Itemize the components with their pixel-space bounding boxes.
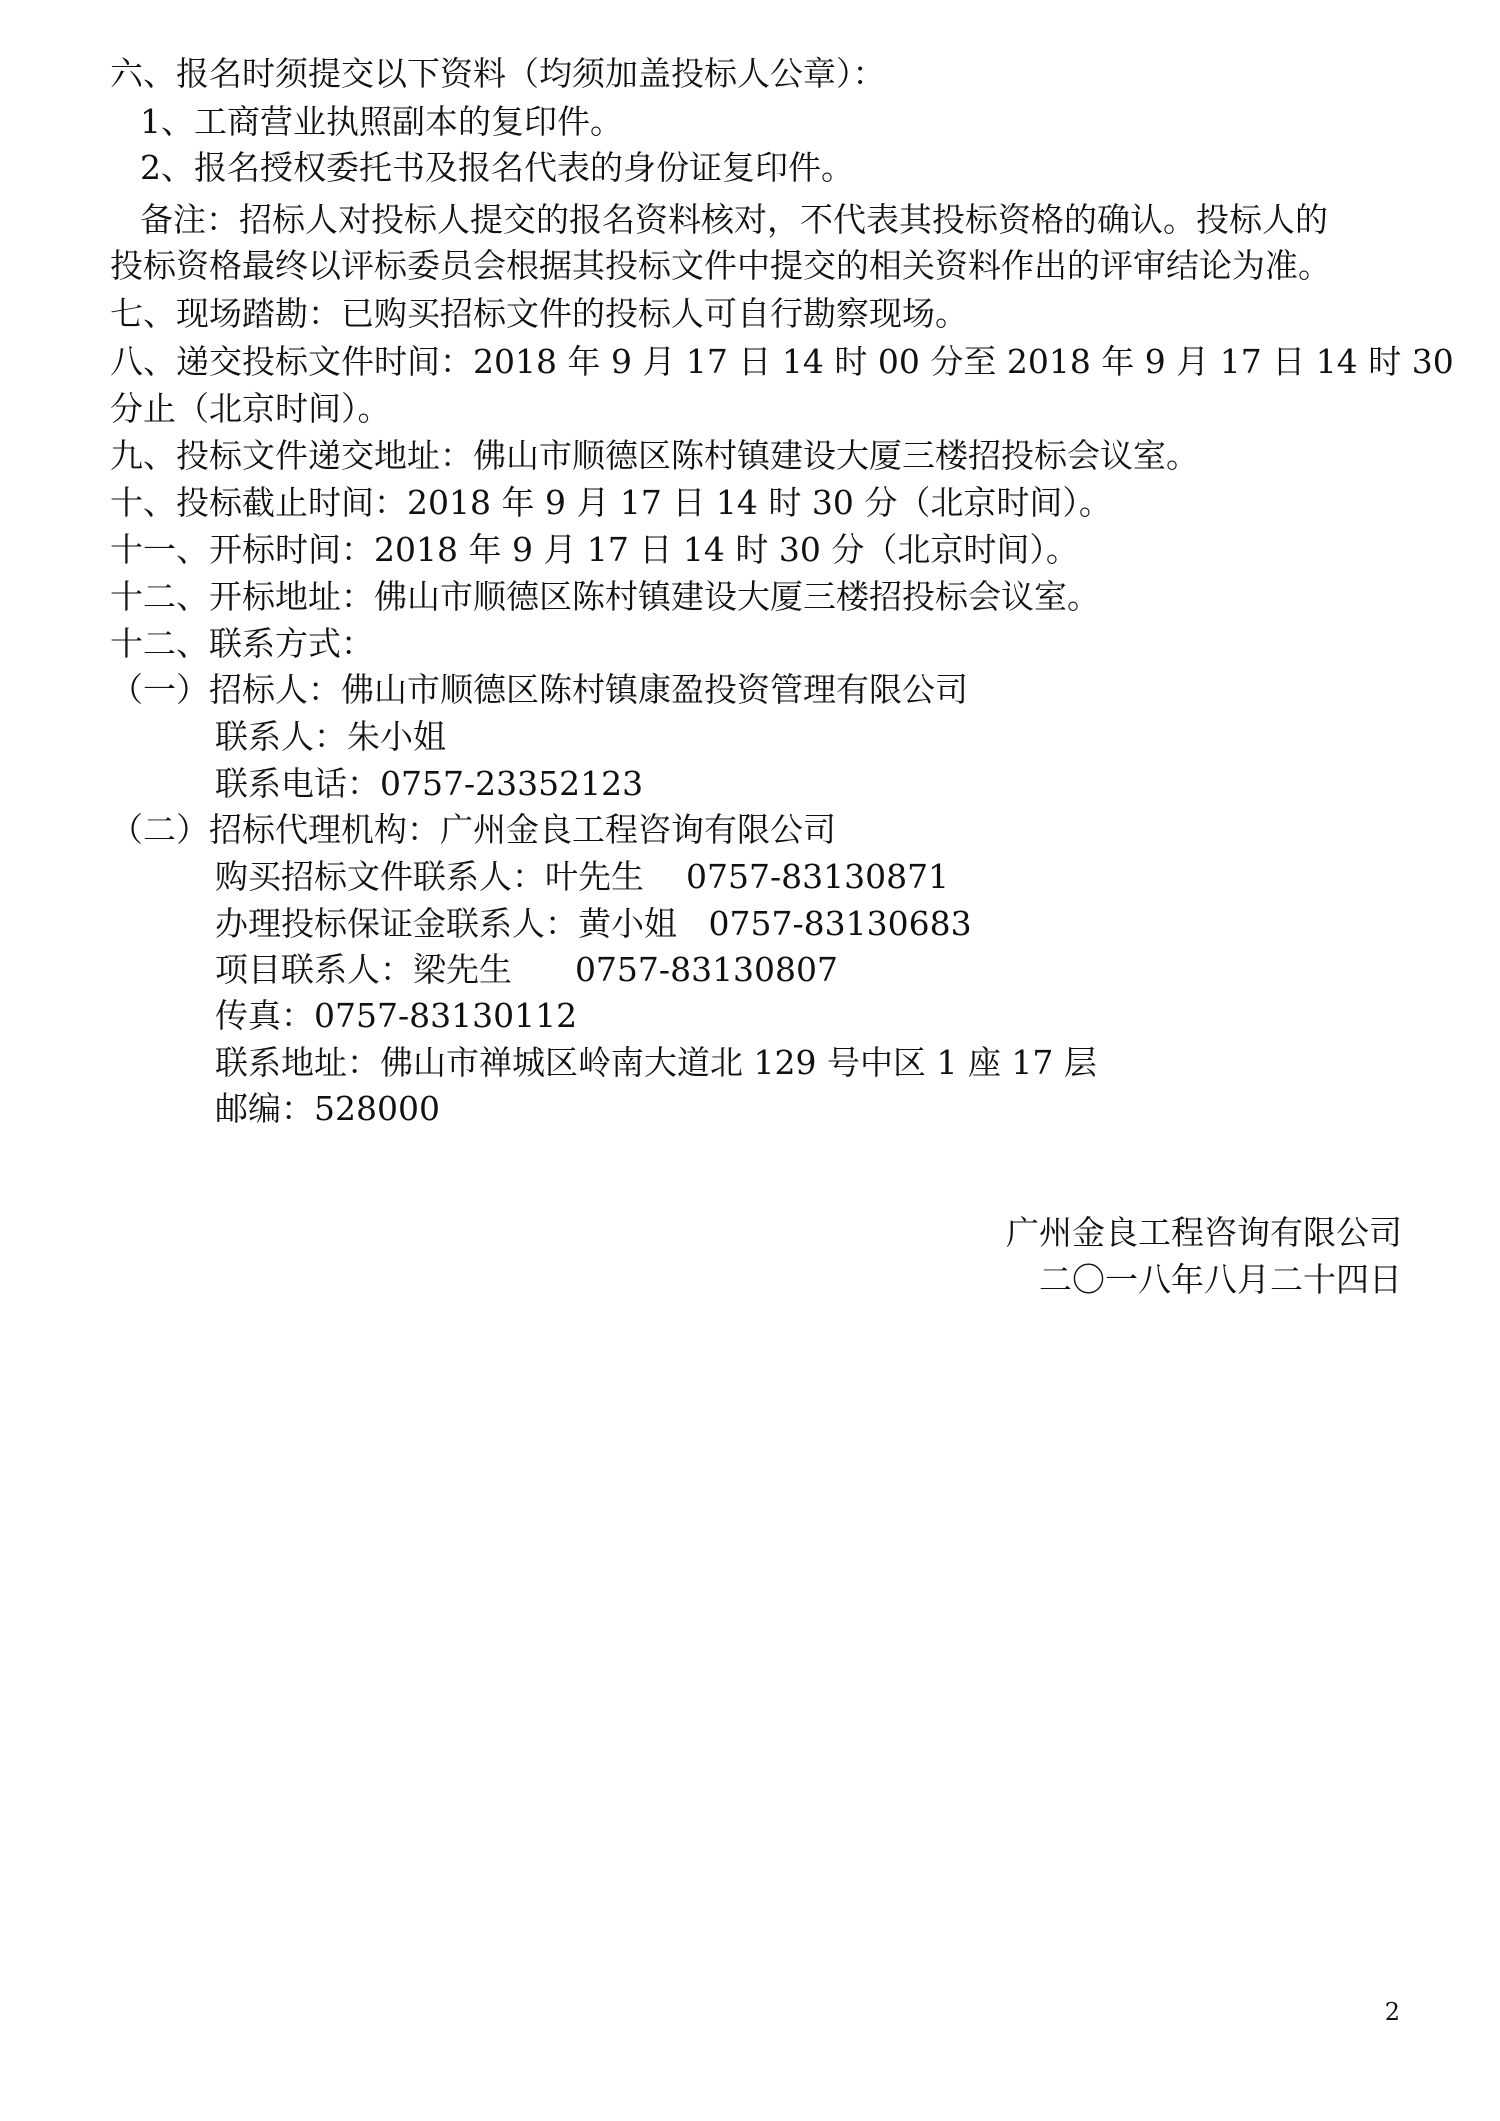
section-6-item-1: 1、工商营业执照副本的复印件。 <box>140 102 623 141</box>
section-6-item-2: 2、报名授权委托书及报名代表的身份证复印件。 <box>140 148 854 187</box>
contact-agency-deposit: 办理投标保证金联系人：黄小姐 0757-83130683 <box>215 904 972 943</box>
signature-date: 二〇一八年八月二十四日 <box>1039 1260 1402 1299</box>
section-8-line-1: 八、递交投标文件时间：2018 年 9 月 17 日 14 时 00 分至 2018 年 9 月 17 日 14 时 30 <box>110 342 1454 381</box>
section-7: 七、现场踏勘：已购买招标文件的投标人可自行勘察现场。 <box>110 294 968 333</box>
contact-tenderer-title: （一）招标人：佛山市顺德区陈村镇康盈投资管理有限公司 <box>110 670 968 709</box>
contact-agency-fax: 传真：0757-83130112 <box>215 996 578 1035</box>
section-6-heading: 六、报名时须提交以下资料（均须加盖投标人公章）： <box>110 54 886 93</box>
contact-agency-buy: 购买招标文件联系人：叶先生 0757-83130871 <box>215 857 950 896</box>
remark-line-2: 投标资格最终以评标委员会根据其投标文件中提交的相关资料作出的评审结论为准。 <box>110 246 1331 285</box>
contact-agency-postcode: 邮编：528000 <box>215 1089 440 1128</box>
page-number: 2 <box>1384 1998 1400 2026</box>
contact-agency-project: 项目联系人：梁先生 0757-83130807 <box>215 950 839 989</box>
contact-tenderer-phone: 联系电话：0757-23352123 <box>215 764 644 803</box>
contact-tenderer-person: 联系人：朱小姐 <box>215 717 446 756</box>
section-contact-heading: 十二、联系方式： <box>110 624 374 663</box>
remark-line-1: 备注：招标人对投标人提交的报名资料核对，不代表其投标资格的确认。投标人的 <box>140 200 1328 239</box>
section-9: 九、投标文件递交地址：佛山市顺德区陈村镇建设大厦三楼招投标会议室。 <box>110 436 1199 475</box>
contact-agency-address: 联系地址：佛山市禅城区岭南大道北 129 号中区 1 座 17 层 <box>215 1043 1097 1082</box>
section-8-line-2: 分止（北京时间）。 <box>110 389 391 428</box>
section-12: 十二、开标地址：佛山市顺德区陈村镇建设大厦三楼招投标会议室。 <box>110 577 1100 616</box>
section-10: 十、投标截止时间：2018 年 9 月 17 日 14 时 30 分（北京时间）。 <box>110 483 1112 522</box>
section-11: 十一、开标时间：2018 年 9 月 17 日 14 时 30 分（北京时间）。 <box>110 530 1079 569</box>
signature-company: 广州金良工程咨询有限公司 <box>1006 1213 1402 1252</box>
contact-agency-title: （二）招标代理机构：广州金良工程咨询有限公司 <box>110 810 836 849</box>
